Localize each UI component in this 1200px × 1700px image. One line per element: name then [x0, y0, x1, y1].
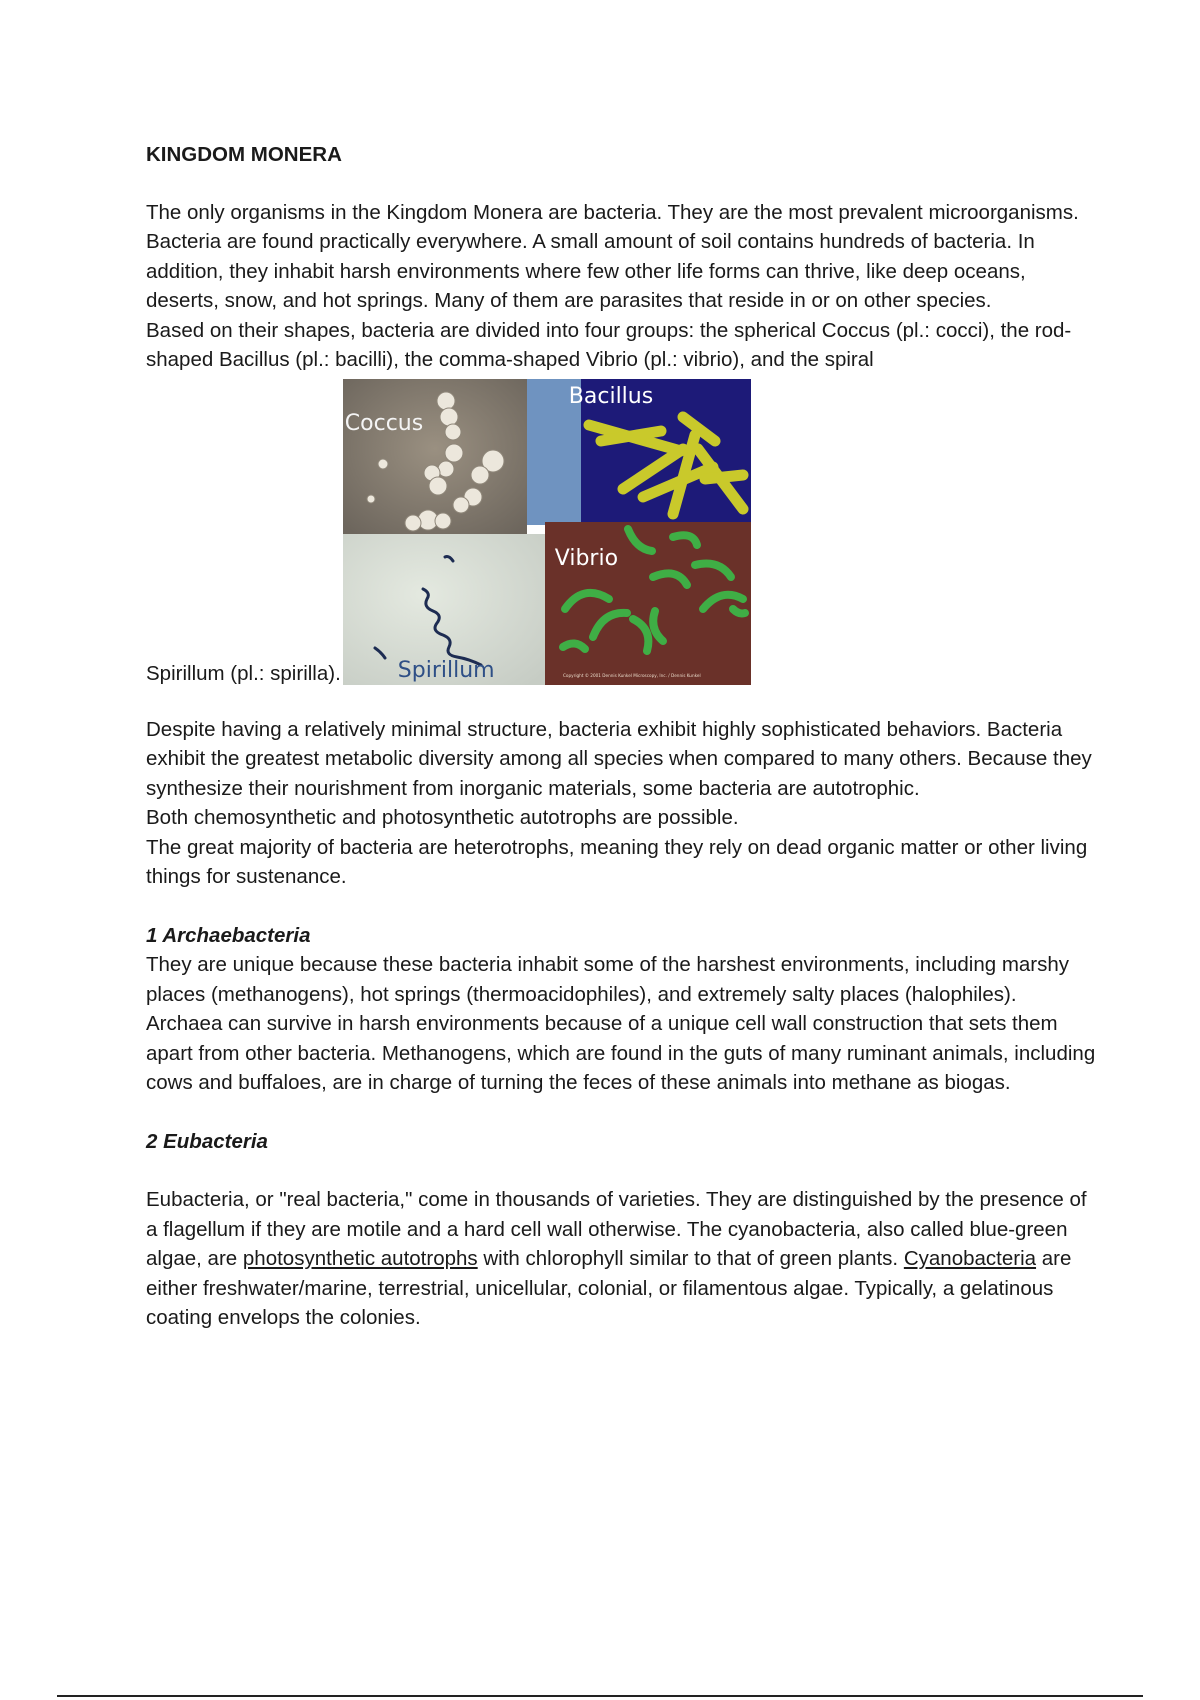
section-2-text-a: Eubacteria, or "real bacteria," come in thousands of varieties. They are distinguished by the presence of a flagellum if they are motile and a hard cell wall otherwise. The cyanobacteria, also called blue-green algae, are: [146, 1188, 1087, 1270]
intro-paragraph: The only organisms in the Kingdom Monera are bacteria. They are the most prevalent microorganisms. Bacteria are found practically everywhere. A small amount of soil contains hundreds of bacteria. In addition, they inhabit harsh environments where few other life forms can thrive, like deep oceans, deserts, snow, and hot springs. Many of them are parasites that reside in or on other species.: [146, 200, 1079, 312]
figure-label-bacillus: Bacillus: [568, 383, 654, 409]
section-2-text-c: are either freshwater/marine, terrestrial, unicellular, colonial, or filamentous algae. Typically, a gelatinous coating envelops the colonies.: [146, 1247, 1072, 1329]
photosynthetic-autotrophs-link[interactable]: photosynthetic autotrophs: [242, 1247, 478, 1270]
figure-copyright: Copyright © 2001 Dennis Kunkel Microscopy, Inc. / Dennis Kunkel: [562, 672, 701, 678]
cyanobacteria-link[interactable]: Cyanobacteria: [903, 1247, 1037, 1270]
behavior-paragraph-3: The great majority of bacteria are heterotrophs, meaning they rely on dead organic matter or other living things for sustenance.: [146, 835, 1088, 888]
section-2-text-b: with chlorophyll similar to that of green plants.: [483, 1247, 899, 1270]
bacteria-shapes-figure: [343, 379, 751, 685]
figure-row: [146, 379, 1096, 685]
shapes-paragraph-end: Spirillum (pl.: spirilla).: [146, 661, 341, 685]
figure-label-spirillum: Spirillum: [397, 657, 495, 683]
section-2-paragraph: [146, 1185, 1096, 1333]
shapes-paragraph: Based on their shapes, bacteria are divided into four groups: the spherical Coccus (pl.: cocci), the rod-shaped Bacillus (pl.: bacilli), the comma-shaped Vibrio (pl.: vibrio), and the spiral: [146, 318, 1072, 371]
footer-divider: [57, 1695, 1143, 1697]
figure-label-coccus: Coccus: [344, 410, 424, 436]
behavior-paragraph-1: Despite having a relatively minimal structure, bacteria exhibit highly sophisticated behaviors. Bacteria exhibit the greatest metabolic diversity among all species when compared to many others. Because they synthesize their nourishment from inorganic materials, some bacteria are autotrophic.: [146, 717, 1092, 800]
document-body: [146, 140, 1096, 1333]
section-2-heading: 2 Eubacteria: [146, 1129, 268, 1153]
page-title: KINGDOM MONERA: [146, 143, 342, 166]
section-1-heading: 1 Archaebacteria: [146, 923, 311, 947]
behavior-paragraph-2: Both chemosynthetic and photosynthetic autotrophs are possible.: [146, 806, 739, 829]
section-1-text: They are unique because these bacteria inhabit some of the harshest environments, including marshy places (methanogens), hot springs (thermoacidophiles), and extremely salty places (halophiles). Archaea can survive in harsh environments because of a unique cell wall construction that sets them apart from other bacteria. Methanogens, which are found in the guts of many ruminant animals, including cows and buffaloes, are in charge of turning the feces of these animals into methane as biogas.: [146, 953, 1096, 1094]
figure-label-vibrio: Vibrio: [554, 545, 619, 571]
